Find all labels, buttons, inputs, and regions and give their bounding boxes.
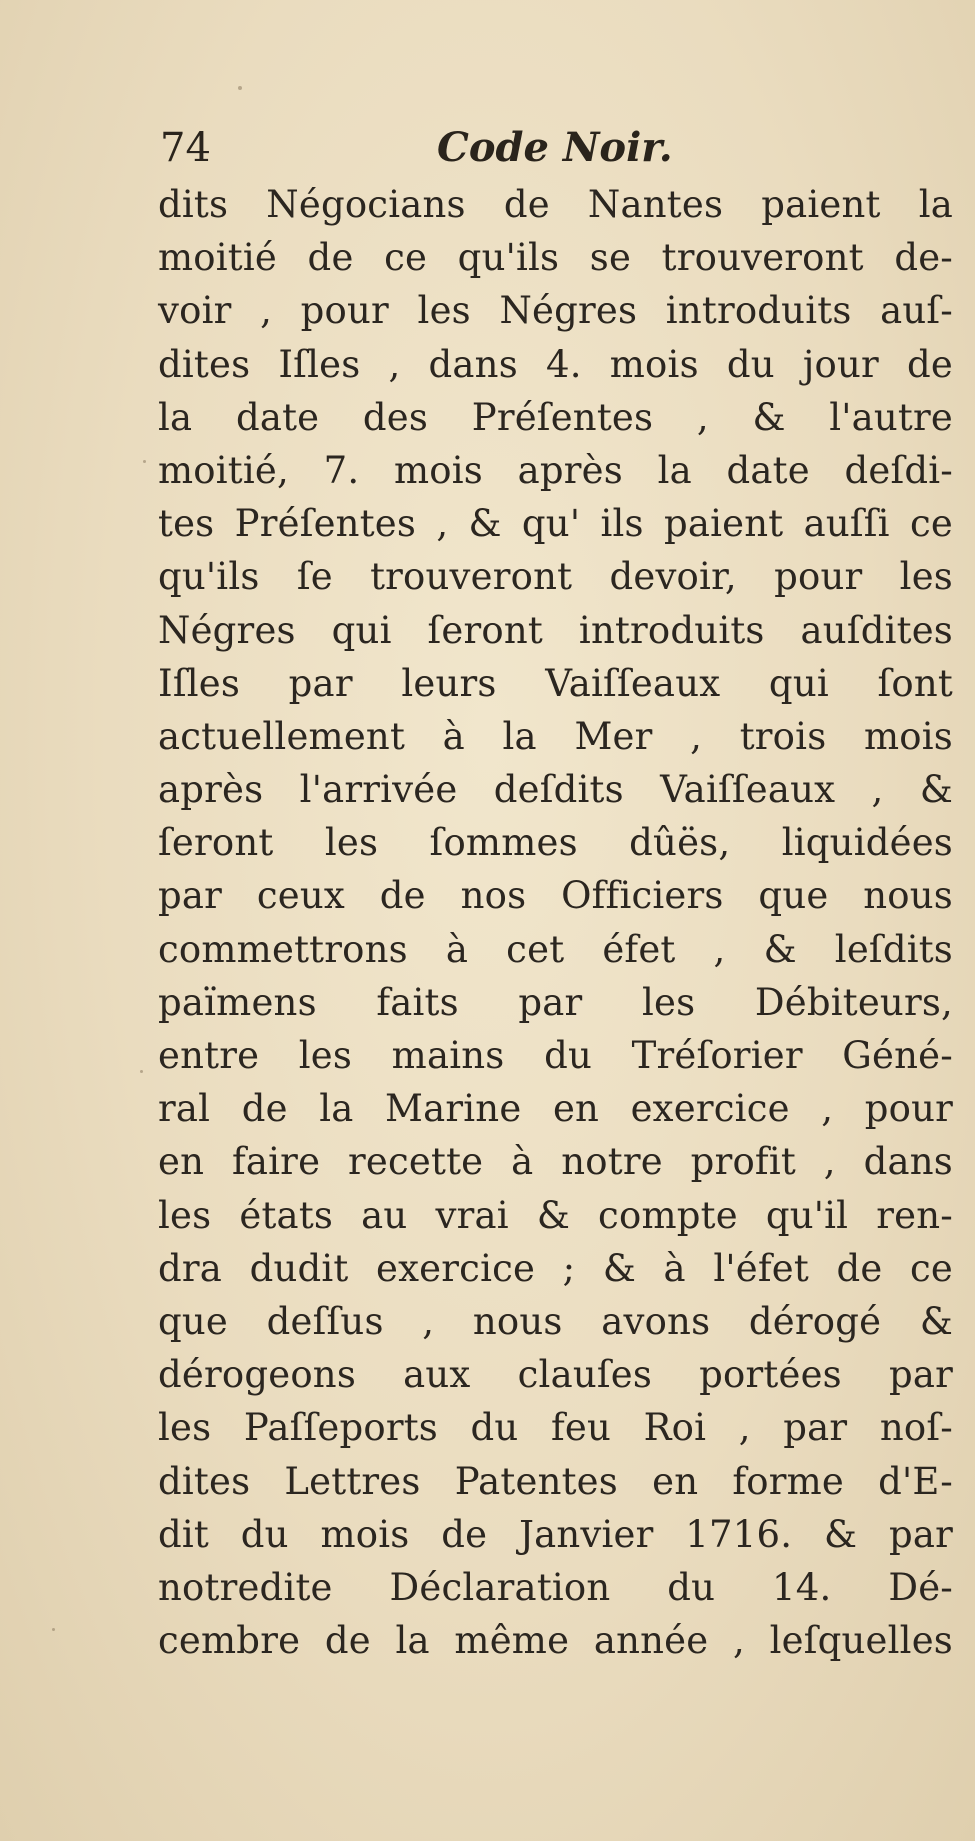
body-text [158,178,953,1667]
text-line: entre les mains du Tréſorier Géné- [158,1034,953,1077]
paper-speck [52,1628,55,1631]
page-header [160,118,720,178]
text-line: qu'ils ſe trouveront devoir, pour les [158,555,953,599]
text-line: dra dudit exercice ; & à l'éfet de ce [158,1246,953,1290]
text-line: voir , pour les Négres introduits auſ- [158,289,953,333]
running-head: Code Noir. [437,124,673,171]
text-line: commettrons à cet éfet , & leſdits [158,927,953,971]
text-line: en faire recette à notre profit , dans [158,1140,953,1184]
text-line: dites Lettres Patentes en forme d'E- [158,1459,953,1503]
text-line: dites Iſles , dans 4. mois du jour de [158,342,953,386]
text-line: par ceux de nos Officiers que nous [158,874,953,918]
text-line: après l'arrivée deſdits Vaiſſeaux , & [158,768,953,812]
text-line: les états au vrai & compte qu'il ren- [158,1193,953,1237]
text-line: dit du mois de Janvier 1716. & par [158,1512,953,1556]
paper-speck [143,460,146,463]
page-number: 74 [160,125,211,171]
text-line: cembre de la même année , leſquelles [158,1619,953,1663]
text-line: la date des Préſentes , & l'autre [158,395,953,439]
paper-speck [238,86,242,90]
text-line: ral de la Marine en exercice , pour [158,1087,953,1131]
text-line: actuellement à la Mer , trois mois [158,714,953,758]
text-line: les Paſſeports du feu Roi , par noſ- [158,1406,953,1450]
text-line: Négres qui ſeront introduits auſdites [158,608,953,652]
text-line: ſeront les ſommes dûës, liquidées [158,821,953,865]
text-line: moitié, 7. mois après la date deſdi- [158,448,953,492]
text-line: païmens faits par les Débiteurs, [158,980,953,1024]
text-line: que deſſus , nous avons dérogé & [158,1299,953,1343]
text-line: moitié de ce qu'ils se trouveront de- [158,236,953,280]
text-line: dérogeons aux clauſes portées par [158,1353,953,1397]
text-line: Iſles par leurs Vaiſſeaux qui ſont [158,661,953,705]
paper-speck [140,1070,143,1073]
text-line: dits Négocians de Nantes paient la [158,183,953,226]
text-line: notredite Déclaration du 14. Dé- [158,1565,953,1609]
text-line: tes Préſentes , & qu' ils paient auſſi ce [158,502,953,546]
